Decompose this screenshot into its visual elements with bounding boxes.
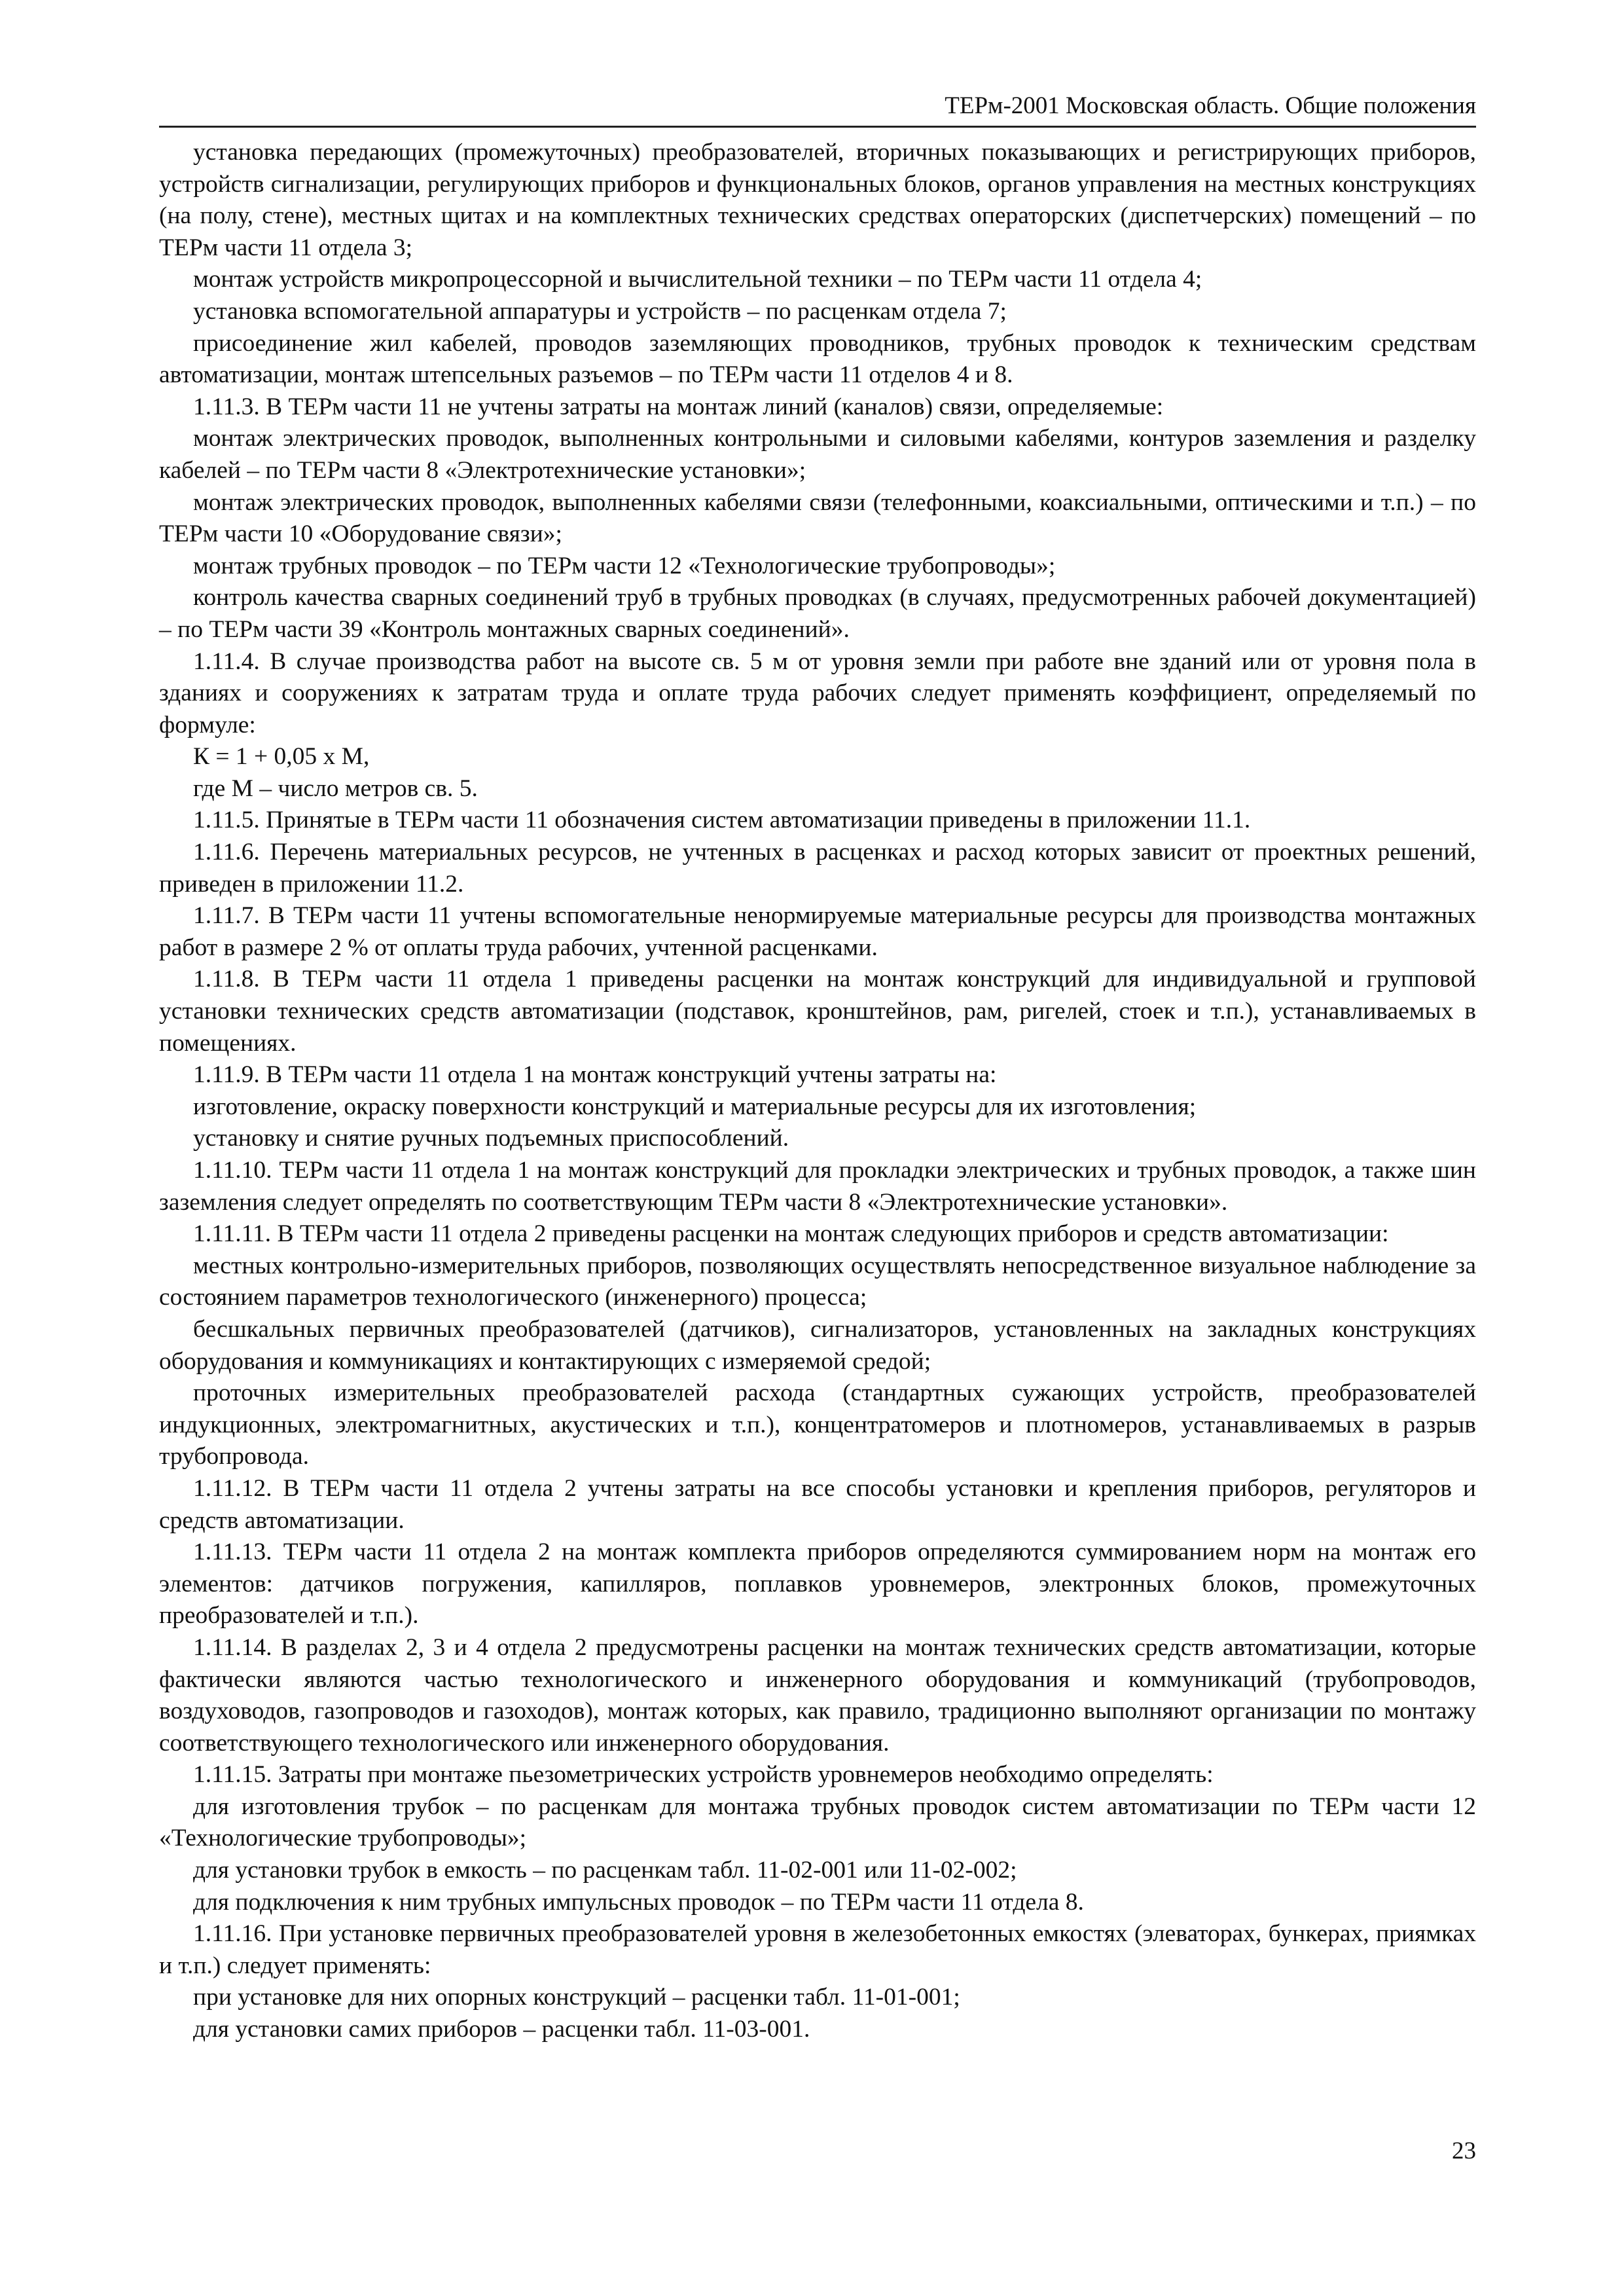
paragraph: 1.11.3. В ТЕРм части 11 не учтены затраты на монтаж линий (каналов) связи, определяемые:: [193, 393, 1164, 420]
paragraph: установку и снятие ручных подъемных приспособлений.: [193, 1125, 789, 1152]
formula-legend: где М – число метров св. 5.: [193, 774, 478, 802]
paragraph: 1.11.11. В ТЕРм части 11 отдела 2 приведены расценки на монтаж следующих приборов и средств автоматизации:: [193, 1220, 1389, 1248]
paragraph: проточных измерительных преобразователей расхода (стандартных сужающих устройств, преобразователей индукционных, электромагнитных, акустических и т.п.), концентратомеров и плотномеров, устанавливаемых в разрыв трубопровода.: [159, 1379, 1476, 1470]
paragraph: при установке для них опорных конструкций – расценки табл. 11-01-001;: [193, 1984, 960, 2011]
paragraph: для подключения к ним трубных импульсных проводок – по ТЕРм части 11 отдела 8.: [193, 1888, 1084, 1916]
paragraph: для установки трубок в емкость – по расценкам табл. 11-02-001 или 11-02-002;: [193, 1857, 1017, 1884]
paragraph: установка вспомогательной аппаратуры и устройств – по расценкам отдела 7;: [193, 297, 1007, 325]
paragraph: бесшкальных первичных преобразователей (датчиков), сигнализаторов, установленных на закладных конструкциях оборудования и коммуникациях и контактирующих с измеряемой средой;: [159, 1315, 1476, 1375]
paragraph: для установки самих приборов – расценки табл. 11-03-001.: [193, 2016, 810, 2043]
paragraph: 1.11.16. При установке первичных преобразователей уровня в железобетонных емкостях (элеваторах, бункерах, приямках и т.п.) следует применять:: [159, 1920, 1476, 1979]
paragraph: 1.11.6. Перечень материальных ресурсов, не учтенных в расценках и расход которых зависит от проектных решений, приведен в приложении 11.2.: [159, 839, 1476, 898]
paragraph: для изготовления трубок – по расценкам для монтажа трубных проводок систем автоматизации по ТЕРм части 12 «Технологические трубопроводы»;: [159, 1793, 1476, 1852]
paragraph: 1.11.4. В случае производства работ на высоте св. 5 м от уровня земли при работе вне зданий или от уровня пола в зданиях и сооружениях к затратам труда и оплате труда рабочих следует применять коэффициент, определяемый по формуле:: [159, 647, 1476, 738]
paragraph: присоединение жил кабелей, проводов заземляющих проводников, трубных проводок к техническим средствам автоматизации, монтаж штепсельных разъемов – по ТЕРм части 11 отделов 4 и 8.: [159, 329, 1476, 389]
paragraph: 1.11.9. В ТЕРм части 11 отдела 1 на монтаж конструкций учтены затраты на:: [193, 1061, 997, 1089]
running-header: ТЕРм-2001 Московская область. Общие положения: [159, 92, 1476, 128]
paragraph: 1.11.7. В ТЕРм части 11 учтены вспомогательные ненормируемые материальные ресурсы для производства монтажных работ в размере 2 % от оплаты труда рабочих, учтенной расценками.: [159, 902, 1476, 961]
body-text: [159, 137, 1476, 2046]
paragraph: контроль качества сварных соединений труб в трубных проводках (в случаях, предусмотренных рабочей документацией) – по ТЕРм части 39 «Контроль монтажных сварных соединений».: [159, 584, 1476, 643]
page-number: 23: [1452, 2138, 1476, 2164]
paragraph: 1.11.10. ТЕРм части 11 отдела 1 на монтаж конструкций для прокладки электрических и трубных проводок, а также шин заземления следует определять по соответствующим ТЕРм части 8 «Электротехнические установки».: [159, 1157, 1476, 1216]
paragraph: изготовление, окраску поверхности конструкций и материальные ресурсы для их изготовления;: [193, 1093, 1197, 1120]
paragraph: монтаж электрических проводок, выполненных контрольными и силовыми кабелями, контуров заземления и разделку кабелей – по ТЕРм части 8 «Электротехнические установки»;: [159, 425, 1476, 484]
document-page: [159, 92, 1476, 2252]
paragraph: 1.11.8. В ТЕРм части 11 отдела 1 приведены расценки на монтаж конструкций для индивидуальной и групповой установки технических средств автоматизации (подставок, кронштейнов, рам, ригелей, стоек и т.п.), устанавливаемых в помещениях.: [159, 966, 1476, 1057]
paragraph: 1.11.14. В разделах 2, 3 и 4 отдела 2 предусмотрены расценки на монтаж технических средств автоматизации, которые фактически являются частью технологического и инженерного оборудования и коммуникаций (трубопроводов, воздуховодов, газопроводов и газоходов), монтаж которых, как правило, традиционно выполняют организации по монтажу соответствующего технологического или инженерного оборудования.: [159, 1633, 1476, 1757]
paragraph: монтаж устройств микропроцессорной и вычислительной техники – по ТЕРм части 11 отдела 4;: [193, 266, 1202, 293]
paragraph: местных контрольно-измерительных приборов, позволяющих осуществлять непосредственное визуальное наблюдение за состоянием параметров технологического (инженерного) процесса;: [159, 1252, 1476, 1311]
paragraph: 1.11.5. Принятые в ТЕРм части 11 обозначения систем автоматизации приведены в приложении 11.1.: [193, 807, 1251, 834]
paragraph: 1.11.13. ТЕРм части 11 отдела 2 на монтаж комплекта приборов определяются суммированием норм на монтаж его элементов: датчиков погружения, капилляров, поплавков уровнемеров, электронных блоков, промежуточных преобразователей и т.п.).: [159, 1539, 1476, 1630]
paragraph: 1.11.12. В ТЕРм части 11 отдела 2 учтены затраты на все способы установки и крепления приборов, регуляторов и средств автоматизации.: [159, 1474, 1476, 1534]
paragraph: монтаж электрических проводок, выполненных кабелями связи (телефонными, коаксиальными, оптическими и т.п.) – по ТЕРм части 10 «Оборудование связи»;: [159, 488, 1476, 548]
paragraph: монтаж трубных проводок – по ТЕРм части 12 «Технологические трубопроводы»;: [193, 552, 1056, 579]
formula: К = 1 + 0,05 х М,: [193, 743, 370, 771]
paragraph: 1.11.15. Затраты при монтаже пьезометрических устройств уровнемеров необходимо определять:: [193, 1761, 1214, 1789]
paragraph: установка передающих (промежуточных) преобразователей, вторичных показывающих и регистрирующих приборов, устройств сигнализации, регулирующих приборов и функциональных блоков, органов управления на местных конструкциях (на полу, стене), местных щитах и на комплектных технических средствах операторских (диспетчерских) помещений – по ТЕРм части 11 отдела 3;: [159, 139, 1476, 261]
